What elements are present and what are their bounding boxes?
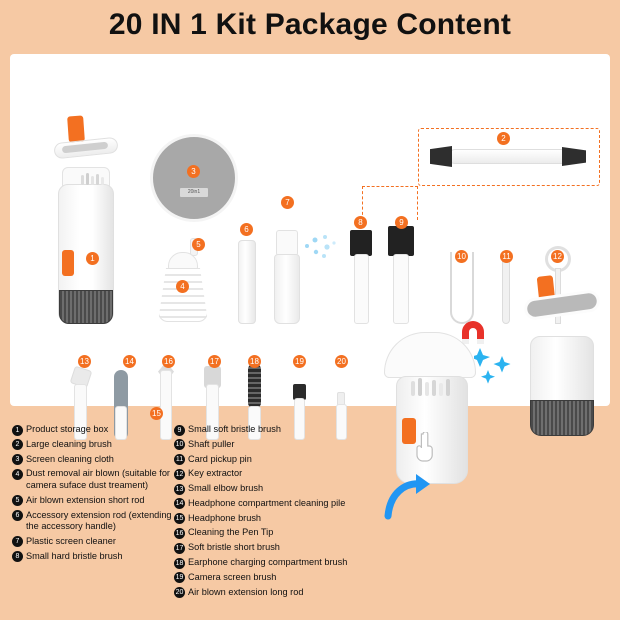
list-item <box>174 587 379 599</box>
legend-number-17: 17 <box>175 544 184 552</box>
legend-label: Small elbow brush <box>188 483 264 494</box>
list-item <box>12 551 172 563</box>
list-item <box>12 536 172 548</box>
legend-label: Shaft puller <box>188 438 235 449</box>
scene-right-box-lid-with-cloth <box>523 289 601 321</box>
legend-label: Air blown extension short rod <box>26 494 145 505</box>
legend-label: Dust removal air blown (suitable for camera suface dust treament) <box>26 468 170 490</box>
part-badge-19: 19 <box>293 355 306 368</box>
legend-number-11: 11 <box>175 456 184 464</box>
legend-label: Screen cleaning cloth <box>26 453 114 464</box>
air-blower-bellows <box>158 268 208 322</box>
curved-blue-arrow-icon <box>384 472 430 520</box>
small-hard-bristle-brush-head <box>350 230 372 256</box>
legend-label: Earphone charging compartment brush <box>188 557 348 568</box>
part-badge-20: 20 <box>335 355 348 368</box>
part-badge-6: 6 <box>240 223 253 236</box>
part-badge-17: 17 <box>208 355 221 368</box>
page-title: 20 IN 1 Kit Package Content <box>108 8 512 41</box>
part-badge-7: 7 <box>281 196 294 209</box>
accessory-extension-rod <box>238 240 256 324</box>
part-badge-11: 11 <box>500 250 513 263</box>
legend-label: Plastic screen cleaner <box>26 535 116 546</box>
small-soft-bristle-brush-head <box>388 226 414 256</box>
list-item <box>12 495 172 507</box>
part-badge-12: 12 <box>551 250 564 263</box>
legend-number-4: 4 <box>12 469 23 480</box>
legend-label: Soft bristle short brush <box>188 542 280 553</box>
screen-cleaner-spray-head <box>276 230 298 256</box>
list-item <box>174 498 379 510</box>
cloth-label: 20in1 <box>180 188 208 197</box>
legend-number-10: 10 <box>175 441 184 449</box>
legend-label: Product storage box <box>26 424 109 434</box>
legend-label: Headphone brush <box>188 512 262 523</box>
legend-number-19: 19 <box>175 574 184 582</box>
storage-box-tools-cluster <box>80 172 106 184</box>
list-item <box>174 527 379 539</box>
callout-dashed-connector <box>362 186 418 220</box>
part-badge-2: 2 <box>497 132 510 145</box>
legend-column-right <box>174 424 379 601</box>
part-badge-3: 3 <box>187 165 200 178</box>
legend-number-12: 12 <box>175 470 184 478</box>
legend-label: Camera screen brush <box>188 571 277 582</box>
legend-label: Small soft bristle brush <box>188 424 281 434</box>
legend-label: Large cleaning brush <box>26 438 112 449</box>
legend-number-9: 9 <box>174 425 185 436</box>
part-badge-9: 9 <box>395 216 408 229</box>
tools-cluster-icon <box>80 173 106 185</box>
scene-right-box-brush <box>530 400 594 436</box>
legend-number-20: 20 <box>175 589 184 597</box>
spray-mist-icon <box>302 232 336 262</box>
legend-number-18: 18 <box>175 559 184 567</box>
list-item <box>174 557 379 569</box>
part-badge-1: 1 <box>86 252 99 265</box>
legend-label: Card pickup pin <box>188 453 252 464</box>
storage-box-bottom-brush <box>59 290 113 324</box>
legend-column-left <box>12 424 172 565</box>
part-badge-10: 10 <box>455 250 468 263</box>
legend-label: Small hard bristle brush <box>26 550 123 561</box>
list-item <box>174 454 379 466</box>
storage-box-pull-tab <box>67 115 85 142</box>
legend-number-14: 14 <box>175 500 184 508</box>
legend-number-5: 5 <box>12 495 23 506</box>
legend-number-16: 16 <box>175 529 184 537</box>
legend-number-1: 1 <box>12 425 23 436</box>
legend-label: Headphone compartment cleaning pile <box>188 497 346 508</box>
legend-number-2: 2 <box>12 439 23 450</box>
legend-number-13: 13 <box>175 485 184 493</box>
part-badge-18: 18 <box>248 355 261 368</box>
list-item <box>174 542 379 554</box>
list-item <box>12 454 172 466</box>
part-badge-14: 14 <box>123 355 136 368</box>
list-item <box>174 468 379 480</box>
part-badge-16: 16 <box>162 355 175 368</box>
list-item <box>174 572 379 584</box>
storage-box-orange-clip <box>62 250 74 276</box>
scene-left-box-tools <box>410 378 454 396</box>
magnet-sparks <box>474 346 520 391</box>
legend-number-15: 15 <box>175 515 184 523</box>
list-item <box>174 483 379 495</box>
list-item <box>174 513 379 525</box>
part-badge-5: 5 <box>192 238 205 251</box>
legend-label: Cleaning the Pen Tip <box>188 527 274 538</box>
legend <box>12 424 372 614</box>
legend-number-6: 6 <box>12 510 23 521</box>
list-item <box>174 439 379 451</box>
legend-label: Air blown extension long rod <box>188 586 304 597</box>
small-hard-bristle-brush-handle <box>354 254 369 324</box>
legend-label: Accessory extension rod (extending the accessory handle) <box>26 509 172 532</box>
part-badge-4: 4 <box>176 280 189 293</box>
hand-pointer-icon <box>414 432 440 462</box>
screen-cleaning-cloth <box>150 134 238 222</box>
list-item <box>12 424 172 436</box>
large-brush-head-left <box>430 146 452 167</box>
part-badge-15: 15 <box>150 407 163 420</box>
legend-number-7: 7 <box>12 536 23 547</box>
legend-label: Key extractor <box>188 468 243 479</box>
large-brush-handle <box>448 149 568 164</box>
list-item <box>174 424 379 436</box>
list-item <box>12 468 172 491</box>
list-item <box>12 510 172 533</box>
legend-number-8: 8 <box>12 551 23 562</box>
usage-scene <box>378 276 620 620</box>
legend-number-3: 3 <box>12 454 23 465</box>
part-badge-13: 13 <box>78 355 91 368</box>
part-badge-8: 8 <box>354 216 367 229</box>
list-item <box>12 439 172 451</box>
earphone-charging-compartment-brush-head <box>248 364 261 408</box>
screen-cleaner-body <box>274 254 300 324</box>
